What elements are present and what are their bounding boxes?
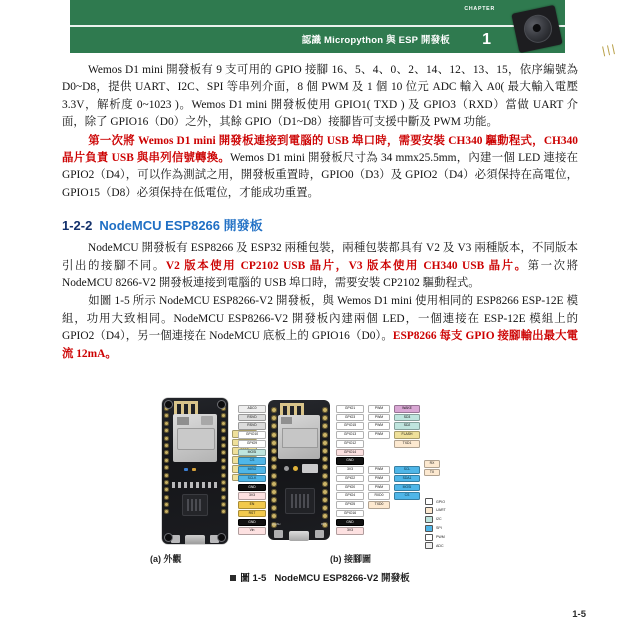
pin-chip: PWM: [368, 475, 390, 483]
pin-chip: SDA1: [394, 475, 420, 483]
pin-chip: CS: [238, 457, 266, 465]
pin-chip: FLASH: [394, 431, 420, 439]
sensor-module-icon: [511, 5, 562, 53]
section-heading: [62, 215, 578, 234]
pin-chip: RST: [238, 510, 266, 518]
legend-swatch-uart: [425, 507, 433, 514]
legend-item: [425, 542, 483, 549]
left-pin-header: [163, 406, 170, 517]
pin-chip: SD2: [394, 422, 420, 430]
paragraph-3-text-a: NodeMCU 開發板有 ESP8266 及 ESP32 兩種包裝，兩種包裝都具有 V2 及 V3 兩種版本，不同版本引出的接腳不同。: [62, 242, 578, 272]
pin-chip: GPIO13: [336, 431, 364, 439]
pin-chip: RX: [424, 460, 440, 468]
legend-item: [425, 534, 483, 541]
pin-chip: PWM: [368, 484, 390, 492]
pinout-rxtx-labels: [424, 460, 440, 477]
pin-chip: PWM: [368, 405, 390, 413]
module-label: [282, 428, 318, 448]
micro-usb-port: [185, 535, 205, 544]
pin-chip: PWM: [368, 466, 390, 474]
figure-caption: [62, 570, 578, 584]
legend-item: [425, 516, 483, 523]
nodemcu-board-image: [162, 398, 228, 544]
led-indicator-blue: [184, 468, 188, 471]
smd-block: [302, 464, 318, 473]
pin-chip: GPIO4: [336, 492, 364, 500]
pin-chip: 3V3: [238, 492, 266, 500]
mounting-hole: [164, 533, 173, 542]
reset-button[interactable]: [315, 530, 324, 538]
legend-item: [425, 525, 483, 532]
pin-chip: PWM: [368, 422, 390, 430]
pinout-left-labels: [238, 405, 266, 536]
fcc-mark-icon: [177, 417, 189, 425]
pin-chip: GND: [336, 519, 364, 527]
pin-chip: SCL: [394, 466, 420, 474]
chapter-title: 認識 Micropython 與 ESP 開發板: [301, 35, 450, 46]
paragraph-4-highlight: ESP8266 每支 GPIO 接腳輸出最大電流 12mA。: [62, 330, 578, 360]
pinout-diagram: [232, 398, 522, 548]
pin-chip: GPIO14: [336, 449, 364, 457]
paragraph-4-text: 如圖 1-5 所示 NodeMCU ESP8266-V2 開發板，與 Wemos D1 mini 使用相同的 ESP8266 ESP-12E 模組，功用大致相同。NodeMCU ESP8266-V2 開發板內建兩個 LED，一個連接在 ESP-12E 模組上的 GPIO2（D4），另一個連接在 NodeMCU 底板上的 GPIO16（D0）。: [62, 295, 578, 343]
legend-swatch-gpio: [425, 498, 433, 505]
led-indicator-amber: [293, 466, 298, 471]
pin-chip: TXD0: [368, 501, 390, 509]
pin-chip: MOSI: [238, 449, 266, 457]
paragraph-1: [62, 62, 578, 132]
pinout-board-graphic: [268, 400, 330, 540]
paragraph-1-text: Wemos D1 mini 開發板有 9 支可用的 GPIO 接腳 16、5、4、0、2、14、12、13、15，依序編號為 D0~D8，提供 UART、I2C、SPI 等串列介面，8 個 PWM 及 1 個 10 位元 ADC 輸入 A0( 最大輸入電壓 3.3V，解析度 0~1023 )。Wemos D1 mini 開發板使用 GPIO1( TXD ) 及 GPIO3（RXD）當做 UART 介面，除了 GPIO16（D0）之外，其餘 GPIO（D1~D8）接腳皆可支援中斷及 PWM 功能。: [62, 64, 578, 129]
paragraph-3: [62, 240, 578, 292]
pin-chip: EN: [238, 501, 266, 509]
pin-chip: GPIO15: [336, 422, 364, 430]
figure-a-board-photo: [162, 398, 228, 544]
led-indicator-grey: [284, 466, 289, 471]
esp-12e-module: [173, 414, 217, 462]
figure-title: NodeMCU ESP8266-V2 開發板: [274, 573, 410, 584]
legend-swatch-spi: [425, 525, 433, 532]
legend-label: I2C: [436, 517, 442, 522]
pin-chip: WAKE: [394, 405, 420, 413]
legend-swatch-pwm: [425, 534, 433, 541]
pin-chip: Vin: [238, 527, 266, 535]
legend-swatch-i2c: [425, 516, 433, 523]
right-pin-header: [220, 406, 227, 517]
pin-chip: GPIO0: [336, 484, 364, 492]
page-number: 1-5: [572, 609, 586, 620]
mounting-hole: [217, 400, 226, 409]
legend-label: ADC: [436, 543, 444, 548]
pinout-far-right-labels: [368, 405, 390, 510]
pin-chip: GPIO10: [238, 431, 266, 439]
pin-chip: GPIO5: [336, 501, 364, 509]
pin-chip: GPIO1: [336, 405, 364, 413]
legend-item: [425, 498, 483, 505]
subfigure-captions: [62, 552, 578, 568]
pin-chip: RSVD: [238, 414, 266, 422]
reset-button-label: RST: [320, 523, 326, 526]
micro-usb-port: [289, 531, 309, 541]
legend-label: PWM: [436, 535, 445, 540]
page-content: [62, 62, 578, 363]
pin-chip: GPIO12: [336, 440, 364, 448]
mounting-hole: [217, 533, 226, 542]
sensor-module-legs-icon: [601, 43, 619, 56]
caption-b: (b) 接腳圖: [330, 554, 371, 564]
caption-marker-icon: [230, 575, 236, 581]
chapter-word-label: CHAPTER: [464, 6, 495, 12]
chapter-header-banner: [70, 0, 565, 53]
pin-chip: GND: [238, 519, 266, 527]
paragraph-2: [62, 133, 578, 203]
flash-button-label: FLASH: [272, 523, 281, 526]
mounting-hole: [164, 400, 173, 409]
usb-serial-chip: [182, 494, 208, 516]
legend-label: SPI: [436, 526, 442, 531]
left-pin-header: [269, 407, 281, 530]
pinout-legend: [425, 498, 483, 551]
chapter-number: 1: [482, 31, 491, 48]
pin-chip: SD3: [394, 414, 420, 422]
pin-chip: GPIO16: [336, 510, 364, 518]
pin-chip: GPIO9: [238, 440, 266, 448]
caption-a: (a) 外觀: [150, 554, 182, 564]
pin-chip: GPIO2: [336, 475, 364, 483]
esp-12e-module: [278, 415, 320, 459]
legend-item: [425, 507, 483, 514]
figure-b-pinout-diagram: [232, 398, 522, 548]
legend-label: UART: [436, 508, 446, 513]
pinout-right-labels: [336, 405, 364, 536]
usb-serial-chip: [285, 488, 315, 514]
wifi-cloud-icon: [201, 416, 213, 425]
section-title: NodeMCU ESP8266 開發板: [99, 218, 263, 234]
figure-group: [62, 398, 578, 548]
pin-chip: GPIO3: [336, 414, 364, 422]
pin-chip: RXD0: [368, 492, 390, 500]
pin-chip: CS: [394, 492, 420, 500]
pin-chip: ADC0: [238, 405, 266, 413]
pin-chip: MISO: [238, 466, 266, 474]
smd-components-row: [172, 482, 218, 488]
module-label: [177, 428, 215, 450]
right-pin-header: [320, 407, 329, 530]
pin-chip: GND: [336, 457, 364, 465]
led-indicator-amber: [192, 468, 196, 471]
legend-swatch-adc: [425, 542, 433, 549]
pin-chip: 3V3: [336, 466, 364, 474]
pin-chip: RSVD: [238, 422, 266, 430]
paragraph-2-text: Wemos D1 mini 開發板尺寸為 34 mmx25.5mm，內建一個 LED 連接在 GPIO2（D4），可以作為測試之用，開發板重置時，GPIO0（D3）及 GPIO2（D4）必須保持在高電位，GPIO15（D8）必須保持在低電位，才能成功重置。: [62, 152, 578, 199]
flash-button[interactable]: [274, 530, 283, 538]
fcc-mark-icon: [281, 417, 292, 424]
paragraph-2-highlight: 第一次將 Wemos D1 mini 開發板連接到電腦的 USB 埠口時，需要安裝 CH340 驅動程式，CH340 晶片負責 USB 與串列信號轉換。: [62, 134, 578, 165]
pin-chip: MOSI: [394, 484, 420, 492]
pin-chip: SCLK: [238, 475, 266, 483]
chapter-number-block: [455, 6, 497, 49]
pin-chip: PWM: [368, 414, 390, 422]
paragraph-3-text-b: 第一次將 NodeMCU 8266-V2 開發板連接到電腦的 USB 埠口時，需要安裝 CP2102 驅動程式。: [62, 259, 578, 290]
figure-number: 圖 1-5: [240, 573, 267, 584]
pin-chip: 3V3: [336, 527, 364, 535]
legend-label: GPIO: [436, 499, 445, 504]
pin-chip: GND: [238, 484, 266, 492]
paragraph-4: [62, 293, 578, 363]
pin-chip: TX: [424, 469, 440, 477]
pin-chip: PWM: [368, 431, 390, 439]
paragraph-3-highlight: V2 版本使用 CP2102 USB 晶片，V3 版本使用 CH340 USB 晶片。: [165, 259, 528, 272]
section-number: 1-2-2: [62, 218, 93, 234]
banner-text-group: [301, 6, 497, 49]
pinout-outer-right-labels: [394, 405, 420, 501]
pin-chip: TXD1: [394, 440, 420, 448]
